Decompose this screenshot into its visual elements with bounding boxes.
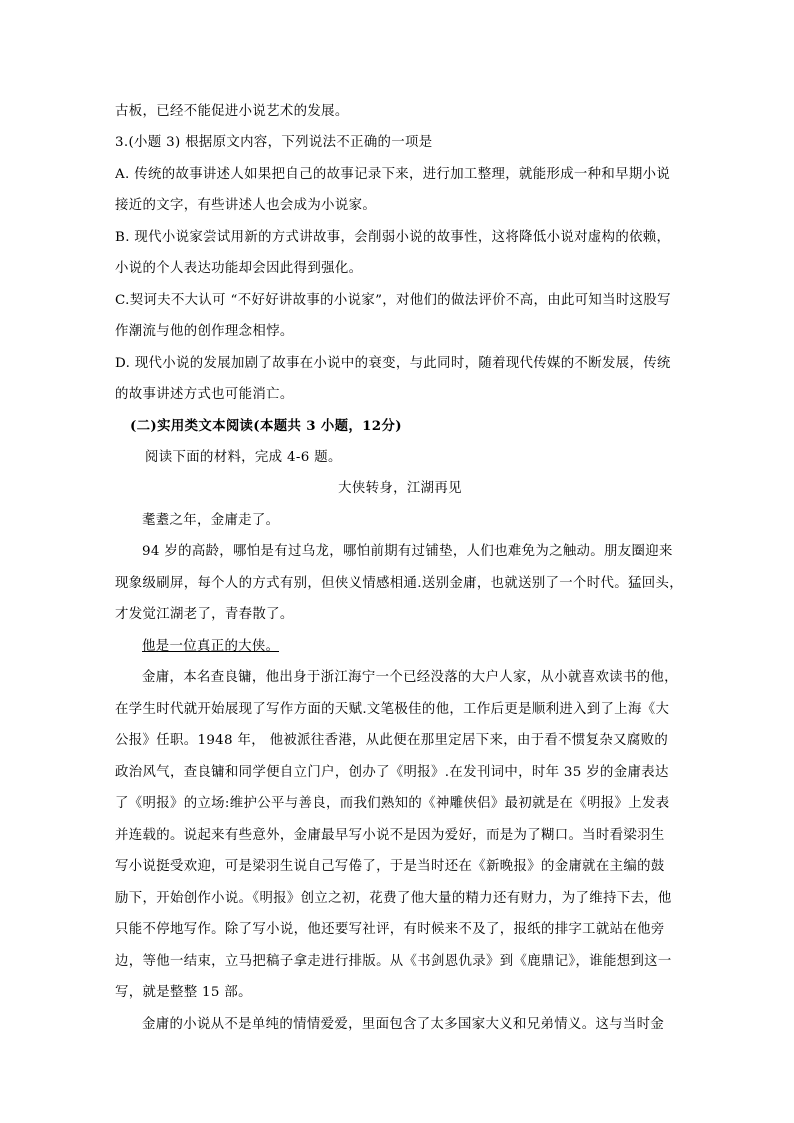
paragraph-line: 并连载的。说起来有些意外，金庸最早写小说不是因为爱好，而是为了糊口。当时看梁羽生 (115, 828, 665, 843)
option-c: C.契诃夫不大认可 “不好好讲故事的小说家”，对他们的做法评价不高，由此可知当时这股写 (115, 293, 671, 308)
paragraph-line: 金庸的小说从不是单纯的情情爱爱，里面包含了太多国家大义和兄弟情义。这与当时金 (142, 1017, 665, 1032)
instruction: 阅读下面的材料，完成 4-6 题。 (145, 450, 342, 465)
paragraph-line: 在学生时代就开始展现了写作方面的天赋.文笔极佳的他，工作后更是顺利进入到了上海《大 (115, 702, 670, 717)
question-stem: 3.(小题 3) 根据原文内容，下列说法不正确的一项是 (115, 135, 433, 150)
underlined-sentence: 他是一位真正的大侠。 (142, 639, 280, 654)
option-b: B. 现代小说家尝试用新的方式讲故事，会削弱小说的故事性，这将降低小说对虚构的依赖， (115, 230, 671, 245)
option-d: D. 现代小说的发展加剧了故事在小说中的衰变，与此同时，随着现代传媒的不断发展，传统 (115, 356, 671, 371)
option-a: A. 传统的故事讲述人如果把自己的故事记录下来，进行加工整理，就能形成一种和早期小说 (115, 167, 671, 182)
option-c-cont: 作潮流与他的创作理念相悖。 (115, 324, 294, 339)
paragraph-line: 公报》任职。1948 年， 他被派往香港，从此便在那里定居下来，由于看不惯复杂又腐败的 (115, 733, 669, 748)
paragraph-line: 只能不停地写作。除了写小说，他还要写社评，有时候来不及了，报纸的排字工就站在他旁 (115, 922, 665, 937)
text-line: 古板，已经不能促进小说艺术的发展。 (115, 104, 349, 119)
paragraph-line: 才发觉江湖老了，青春散了。 (115, 607, 294, 622)
paragraph-line: 了《明报》的立场:维护公平与善良，而我们熟知的《神雕侠侣》最初就是在《明报》上发表 (115, 796, 670, 811)
paragraph-line: 写小说挺受欢迎，可是梁羽生说自己写倦了，于是当时还在《新晚报》的金庸就在主编的鼓 (115, 859, 665, 874)
paragraph-line: 励下，开始创作小说。《明报》创立之初，花费了他大量的精力还有财力，为了维持下去，他 (115, 891, 672, 906)
option-a-cont: 接近的文字，有些讲述人也会成为小说家。 (115, 198, 377, 213)
paragraph-line: 94 岁的高龄，哪怕是有过乌龙，哪怕前期有过铺垫，人们也难免为之触动。朋友圈迎来 (142, 544, 673, 559)
paragraph-line: 现象级刷屏，每个人的方式有别，但侠义情感相通.送别金庸，也就送别了一个时代。猛回头， (115, 576, 683, 591)
option-d-cont: 的故事讲述方式也可能消亡。 (115, 387, 294, 402)
paragraph-line: 金庸，本名查良镛，他出身于浙江海宁一个已经没落的大户人家，从小就喜欢读书的他， (142, 670, 678, 685)
article-title: 大侠转身，江湖再见 (338, 481, 462, 496)
paragraph-line: 边，等他一结束，立马把稿子拿走进行排版。从《书剑恩仇录》到《鹿鼎记》，谁能想到这一 (115, 954, 672, 969)
option-b-cont: 小说的个人表达功能却会因此得到强化。 (115, 261, 363, 276)
paragraph-line: 耄耋之年，金庸走了。 (142, 513, 280, 528)
paragraph-line: 政治风气，查良镛和同学便自立门户，创办了《明报》.在发刊词中，时年 35 岁的金庸表达 (115, 765, 669, 780)
paragraph-line: 写，就是整整 15 部。 (115, 985, 252, 1000)
section-heading: (二)实用类文本阅读(本题共 3 小题，12分) (130, 418, 402, 434)
